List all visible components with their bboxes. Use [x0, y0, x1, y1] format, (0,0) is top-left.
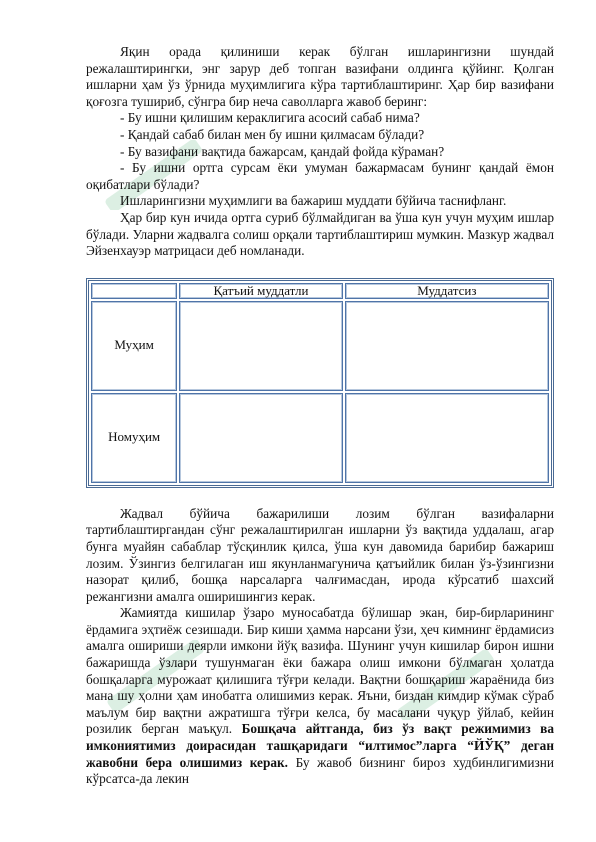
matrix-corner-cell [91, 283, 177, 299]
matrix-header-not-urgent: Муддатсиз [345, 283, 549, 299]
paragraph-after-matrix: Жадвал бўйича бажарилиши лозим бўлган вазифаларни тартиблаштиргандан сўнг режалаштирилган ишларни ўз вақтида уддалаш, агар бунга муайян сабаблар тўсқинлик қилса, ўша кун давомида барибир бажариш лозим. Ўзингиз белгилаган иш якунланмагунича қатъийлик билан ўз-ўзингизни назорат қилиб, бошқа нарсаларга чалғимасдан, ирода кўрсатиб шахсий режангизни амалга оширишингиз керак. [86, 505, 554, 604]
paragraph-classify: Ишларингизни муҳимлиги ва бажариш муддати бўйича таснифланг. [120, 193, 507, 209]
matrix-row-label-important: Муҳим [91, 301, 177, 391]
question-item: - Қандай сабаб билан мен бу ишни қилмасам бўлади? [120, 126, 425, 142]
paragraph-society-bold: Бошқача айтганда, биз ўз вақт режимимиз ва имкониятимиз доирасидан ташқаридаги “илтимос”ларга “ЙЎҚ” деган жавобни бера олишимиз керак. [86, 721, 554, 770]
question-item: - Бу ишни қилишим кераклигига асосий сабаб нима? [120, 110, 420, 126]
matrix-header-row [91, 283, 549, 299]
matrix-cell [345, 301, 549, 391]
paragraph-intro: Яқин орада қилиниши керак бўлган ишларингизни шундай режалаштирингки, энг зарур деб топган вазифани олдинга қўйинг. Қолган ишларни ҳам ўз ўрнида муҳимлигига кўра тартиблаштиринг. Ҳар бир вазифани қоғозга тушириб, сўнгра бир неча саволларга жавоб беринг: [86, 44, 554, 109]
matrix-table [89, 281, 551, 485]
paragraph-society [86, 605, 554, 788]
eisenhower-matrix [86, 278, 554, 488]
question-item: - Бу ишни ортга сурсам ёки умуман бажармасам бунинг қандай ёмон оқибатлари бўлади? [86, 160, 554, 192]
paragraph-society-tail: Бу жавоб бизнинг бироз худбинлигимизни кўрсатса-да лекин [86, 754, 555, 787]
matrix-row-unimportant [91, 393, 549, 483]
matrix-row-important [91, 301, 549, 391]
matrix-row-label-unimportant: Номуҳим [91, 393, 177, 483]
matrix-cell [345, 393, 549, 483]
paragraph-matrix-intro: Ҳар бир кун ичида ортга суриб бўлмайдиган ва ўша кун учун муҳим ишлар бўлади. Уларни жадвалга солиш орқали тартиблаштириш мумкин. Мазкур жадвал Эйзенхауэр матрицаси деб номланади. [86, 209, 554, 259]
paragraph-society-text: Жамиятда кишилар ўзаро муносабатда бўлишар экан, бир-бирларининг ёрдамига эҳтиёж сезишади. Бир киши ҳамма нарсани ўзи, ҳеч кимнинг ёрдамисиз амалга ошириши деярли имкони йўқ вазифа. Шунинг учун кишилар бирон ишни бажаришда ўзлари тушунмаган ёки бажара олиш имкони бўлмаган ҳолатда бошқаларга мурожаат қилишига тўғри келади. Вақтни бошқариш жараёнида биз мана шу ҳолни ҳам инобатга олишимиз керак. Яъни, биздан кимдир кўмак сўраб маълум бир вақтни ажратишга тўғри келса, бу масалани чуқур ўйлаб, кейин розилик берган маъқул. [86, 605, 554, 737]
document-page [86, 44, 554, 788]
question-item: - Бу вазифани вақтида бажарсам, қандай фойда кўраман? [120, 143, 445, 159]
matrix-cell [179, 301, 342, 391]
matrix-cell [179, 393, 342, 483]
matrix-header-urgent: Қатъий муддатли [179, 283, 342, 299]
